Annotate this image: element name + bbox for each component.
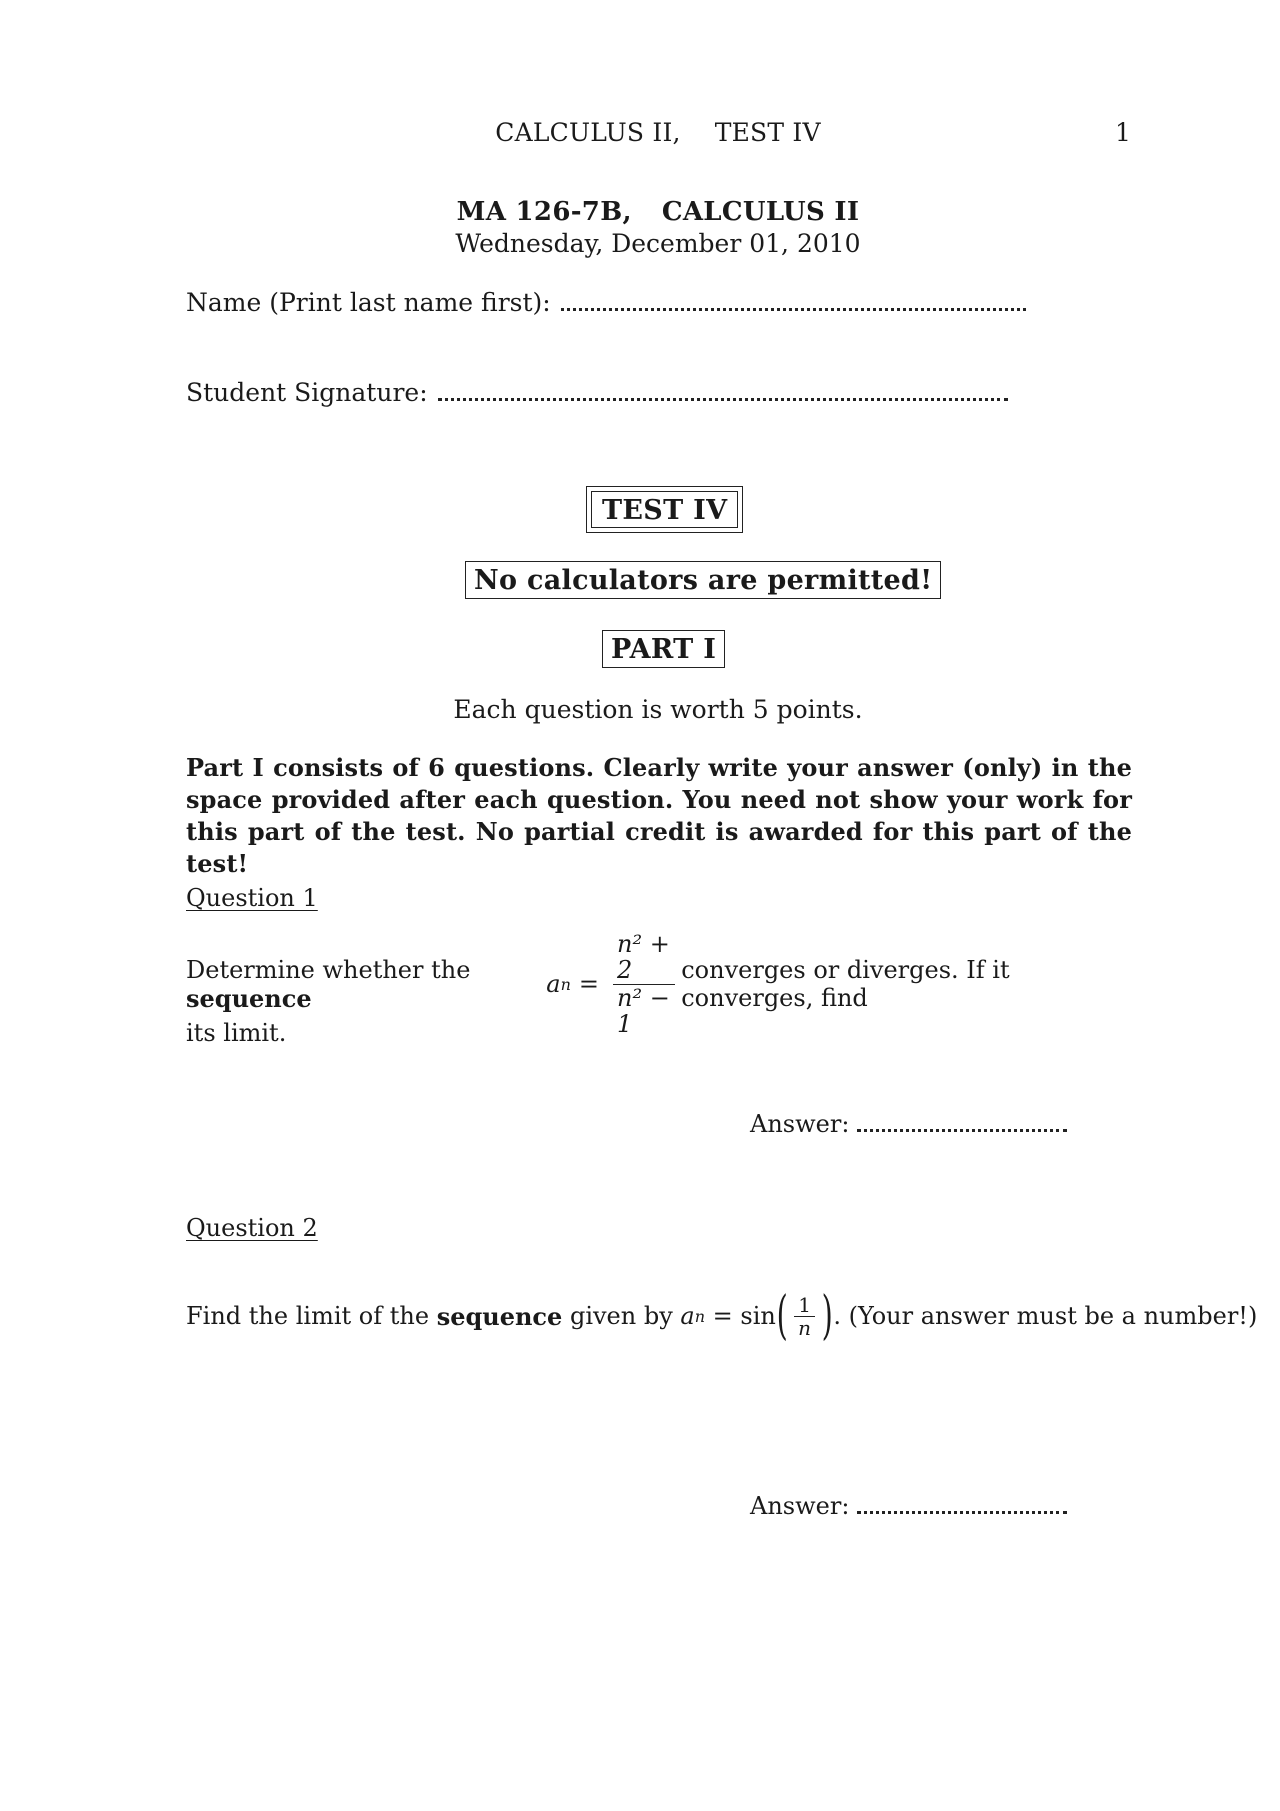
part-instructions: Part I consists of 6 questions. Clearly write your answer (only) in the space provided after each question. You need not show your work for this part of the test. No partial credit is awarded for this part of the test! <box>186 753 1132 878</box>
question-2-answer-field[interactable] <box>750 1492 1067 1520</box>
exam-date: Wednesday, December 01, 2010 <box>455 229 861 258</box>
no-calculators-notice: No calculators are permitted! <box>465 561 941 599</box>
question-1-denominator: n² − 1 <box>613 984 675 1038</box>
question-1-answer-field[interactable] <box>750 1110 1067 1138</box>
question-2-denominator: n <box>794 1316 815 1339</box>
question-2-text-middle: given by <box>569 1302 673 1330</box>
running-head-test: TEST IV <box>714 118 821 147</box>
question-1-formula <box>546 931 681 1038</box>
part-heading: PART I <box>602 630 725 668</box>
question-1-text-before: Determine whether the sequence <box>186 955 471 1013</box>
course-title <box>0 197 1280 227</box>
question-2-fraction <box>794 1294 815 1339</box>
question-2-equals: = sin <box>712 1302 776 1330</box>
name-field-label: Name (Print last name first): <box>186 288 551 317</box>
left-paren: ( <box>776 1286 788 1346</box>
running-head-course: CALCULUS II, <box>495 118 681 147</box>
question-1-keyword: sequence <box>186 983 312 1013</box>
question-2-answer-dotted-line[interactable] <box>857 1509 1067 1514</box>
course-code: MA 126-7B, <box>456 197 632 227</box>
course-name: CALCULUS II <box>661 197 860 227</box>
question-2-heading: Question 2 <box>186 1214 318 1242</box>
question-1-answer-label: Answer: <box>750 1110 850 1138</box>
question-1-fraction <box>613 931 675 1038</box>
points-note: Each question is worth 5 points. <box>453 695 863 724</box>
question-1-numerator: n² + 2 <box>617 929 670 985</box>
question-1-text-line2: its limit. <box>186 1019 287 1047</box>
question-1-body <box>186 929 1132 1047</box>
question-2-answer-label: Answer: <box>750 1492 850 1520</box>
question-2-subscript: n <box>694 1306 706 1326</box>
question-1-variable: a <box>546 970 561 998</box>
question-1-equals: = <box>578 970 600 998</box>
signature-field-dotted-line[interactable] <box>438 396 1008 401</box>
question-1-answer-dotted-line[interactable] <box>857 1127 1067 1132</box>
question-1-text-after: converges or diverges. If it converges, find <box>681 956 1010 1012</box>
running-head <box>0 118 1280 147</box>
test-title: TEST IV <box>591 491 738 528</box>
right-paren: ) <box>821 1286 833 1346</box>
question-2-variable: a <box>680 1302 695 1330</box>
question-2-text-after: . (Your answer must be a number!) <box>833 1302 1258 1330</box>
name-field[interactable] <box>186 288 1026 317</box>
signature-field[interactable] <box>186 378 1008 407</box>
question-1-subscript: n <box>560 974 571 994</box>
question-1-heading: Question 1 <box>186 884 318 912</box>
question-2-body <box>186 1286 1258 1346</box>
page-number: 1 <box>1115 118 1131 147</box>
question-2-keyword: sequence <box>436 1301 563 1331</box>
signature-field-label: Student Signature: <box>186 378 428 407</box>
question-2-text-before: Find the limit of the <box>186 1302 430 1330</box>
test-title-box <box>586 486 743 533</box>
name-field-dotted-line[interactable] <box>561 306 1026 311</box>
question-2-numerator: 1 <box>798 1292 811 1317</box>
